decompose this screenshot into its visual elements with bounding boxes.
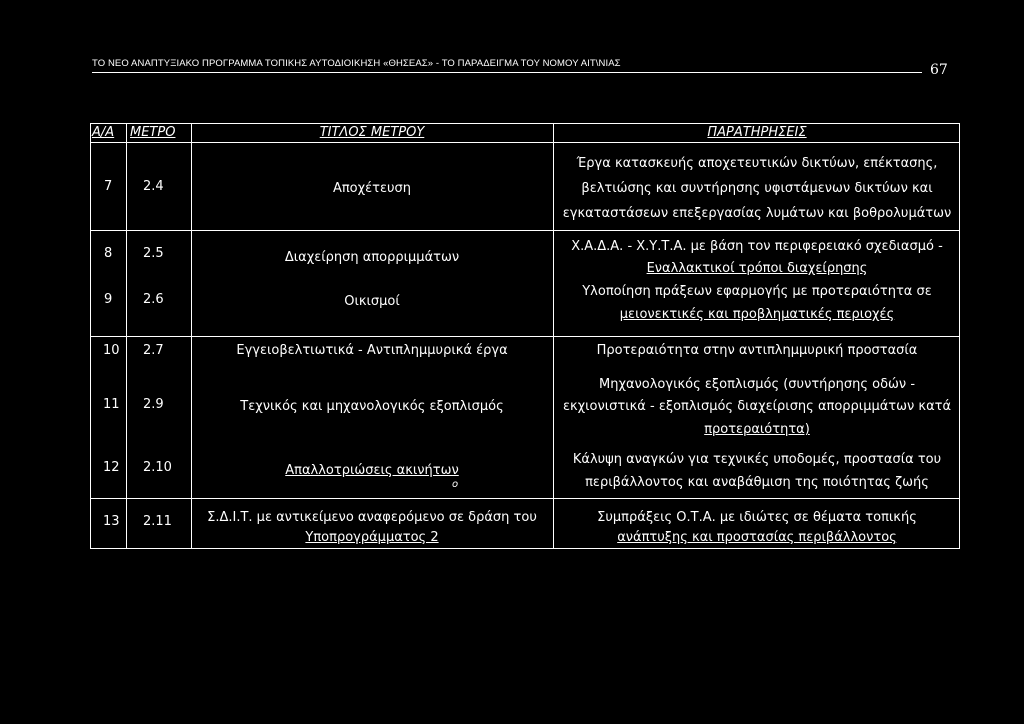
row-aa: 8 xyxy=(104,246,113,261)
row-title-mark: o xyxy=(452,479,459,490)
row-measure: 2.9 xyxy=(143,397,164,412)
row-note: Εναλλακτικοί τρόποι διαχείρησης xyxy=(646,261,868,276)
col-divider xyxy=(553,123,554,549)
row-measure: 2.10 xyxy=(143,460,172,475)
running-header: ΤΟ ΝΕΟ ΑΝΑΠΤΥΞΙΑΚΟ ΠΡΟΓΡΑΜΜΑ ΤΟΠΙΚΗΣ ΑΥΤΟΔΙΟΙΚΗΣΗ «ΘΗΣΕΑΣ» - ΤΟ ΠΑΡΑΔΕΙΓΜΑ ΤΟΥ ΝΟΜΟΥ ΑΙΤ\ΝΙΑΣ xyxy=(92,58,621,69)
row-measure: 2.7 xyxy=(143,343,164,358)
row-aa: 12 xyxy=(103,460,120,475)
row-aa: 10 xyxy=(103,343,120,358)
row-aa: 13 xyxy=(103,514,120,529)
row-divider xyxy=(90,230,960,231)
row-note: Προτεραιότητα στην αντιπλημμυρική προστασία xyxy=(596,343,918,358)
row-title: Οικισμοί xyxy=(344,294,400,309)
row-note: προτεραιότητα) xyxy=(704,422,810,437)
row-title: Σ.Δ.Ι.Τ. με αντικείμενο αναφερόμενο σε δράση του xyxy=(207,510,537,525)
col-header-measure: ΜΕΤΡΟ xyxy=(130,125,176,140)
row-note: μειονεκτικές και προβληματικές περιοχές xyxy=(619,307,895,322)
row-measure: 2.6 xyxy=(143,292,164,307)
row-title: Υποπρογράμματος 2 xyxy=(305,530,439,545)
row-title: Τεχνικός και μηχανολογικός εξοπλισμός xyxy=(240,399,504,414)
row-title: Διαχείρηση απορριμμάτων xyxy=(284,250,460,265)
row-title: Εγγειοβελτιωτικά - Αντιπλημμυρικά έργα xyxy=(236,343,508,358)
row-note: περιβάλλοντος και αναβάθμιση της ποιότητας ζωής xyxy=(585,475,929,490)
row-title: Αποχέτευση xyxy=(332,181,412,196)
row-aa: 9 xyxy=(104,292,113,307)
header-bottom-rule xyxy=(90,142,960,143)
row-note: Χ.Α.Δ.Α. - Χ.Υ.Τ.Α. με βάση τον περιφερειακό σχεδιασμό - xyxy=(571,239,943,254)
row-note: ανάπτυξης και προστασίας περιβάλλοντος xyxy=(617,530,897,545)
row-aa: 7 xyxy=(104,179,113,194)
col-header-title: ΤΙΤΛΟΣ ΜΕΤΡΟΥ xyxy=(319,125,425,140)
row-measure: 2.5 xyxy=(143,246,164,261)
row-divider xyxy=(90,498,960,499)
row-title: Απαλλοτριώσεις ακινήτων xyxy=(285,463,459,478)
row-note: Κάλυψη αναγκών για τεχνικές υποδομές, προστασία του xyxy=(572,452,942,467)
row-note: Υλοποίηση πράξεων εφαρμογής με προτεραιότητα σε xyxy=(582,284,932,299)
row-measure: 2.4 xyxy=(143,179,164,194)
row-note: Μηχανολογικός εξοπλισμός (συντήρησης οδών - xyxy=(598,377,916,392)
row-aa: 11 xyxy=(103,397,120,412)
row-measure: 2.11 xyxy=(143,514,172,529)
row-divider xyxy=(90,336,960,337)
header-rule xyxy=(92,72,922,73)
row-note: εγκαταστάσεων επεξεργασίας λυμάτων και βοθρολυμάτων xyxy=(562,206,952,221)
row-note: Συμπράξεις Ο.Τ.Α. με ιδιώτες σε θέματα τοπικής xyxy=(597,510,917,525)
row-note: βελτιώσης και συντήρησης υφιστάμενων δικτύων και xyxy=(581,181,933,196)
col-divider xyxy=(126,123,127,549)
row-note: εκχιονιστικά - εξοπλισμός διαχείρισης απορριμμάτων κατά xyxy=(562,399,952,414)
row-note: Έργα κατασκευής αποχετευτικών δικτύων, επέκτασης, xyxy=(576,156,938,171)
col-header-aa: Α/Α xyxy=(92,125,115,140)
col-divider xyxy=(191,123,192,549)
col-header-notes: ΠΑΡΑΤΗΡΗΣΕΙΣ xyxy=(707,125,807,140)
page-number: 67 xyxy=(930,62,948,78)
